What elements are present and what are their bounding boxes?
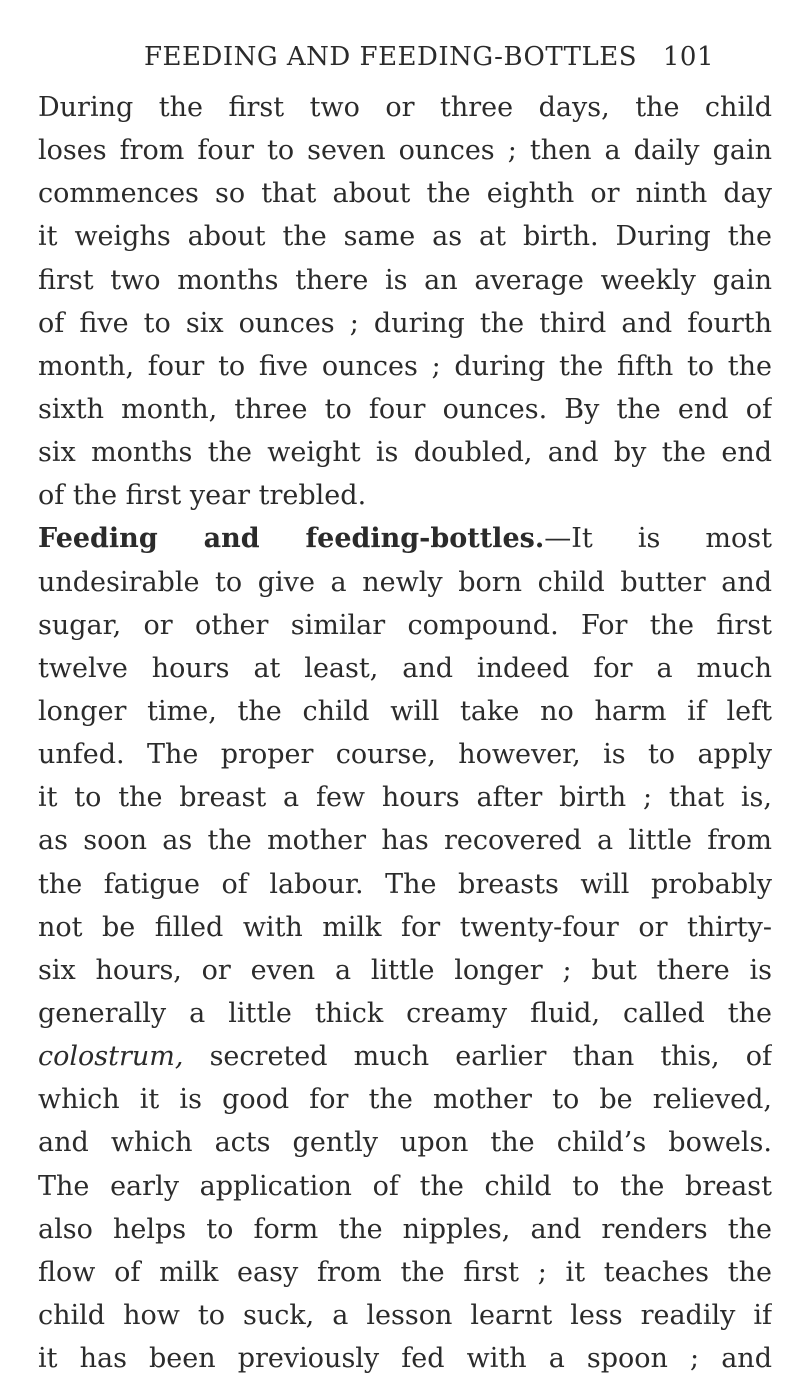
section-heading: Feeding and feeding-bottles. bbox=[38, 523, 545, 555]
text-line: which it is good for the mother to be relieved, bbox=[38, 1084, 772, 1116]
text-line: as soon as the mother has recovered a little from bbox=[38, 825, 772, 857]
text-line: generally a little thick creamy fluid, called the bbox=[38, 997, 772, 1029]
text-line: During the first two or three days, the child bbox=[38, 92, 772, 123]
text-line: longer time, the child will take no harm if left bbox=[38, 695, 772, 727]
text-line: six hours, or even a little longer ; but there is bbox=[38, 954, 772, 986]
text-line: the fatigue of labour. The breasts will probably bbox=[38, 868, 772, 900]
text-line: also helps to form the nipples, and renders the bbox=[38, 1213, 772, 1245]
text-line: and which acts gently upon the child’s bowels. bbox=[38, 1127, 772, 1159]
text-line: month, four to five ounces ; during the fifth to the bbox=[38, 350, 772, 382]
text-line: it weighs about the same as at birth. During the bbox=[38, 221, 772, 253]
text-line: twelve hours at least, and indeed for a much bbox=[38, 652, 772, 684]
colostrum-line bbox=[38, 1035, 772, 1078]
text-line: loses from four to seven ounces ; then a daily gain bbox=[38, 135, 772, 167]
text-line: sugar, or other similar compound. For the first bbox=[38, 609, 772, 641]
text-line: not be filled with milk for twenty-four or thirty- bbox=[38, 911, 772, 943]
text-line: of the first year trebled. bbox=[38, 480, 367, 512]
text-line: it to the breast a few hours after birth ; that is, bbox=[38, 782, 772, 814]
text-line: it has been previously fed with a spoon ; and bbox=[38, 1343, 772, 1375]
section-heading-continuation: —It is most bbox=[544, 523, 772, 555]
text-line: sixth month, three to four ounces. By the end of bbox=[38, 393, 772, 425]
running-head bbox=[120, 42, 720, 82]
text-line: undesirable to give a newly born child butter and bbox=[38, 566, 772, 598]
text-line: first two months there is an average weekly gain bbox=[38, 264, 772, 296]
text-line: six months the weight is doubled, and by the end bbox=[38, 437, 772, 469]
running-head-title: FEEDING AND FEEDING-BOTTLES bbox=[144, 42, 638, 72]
italic-term: colostrum, bbox=[38, 1041, 184, 1073]
text-line: flow of milk easy from the first ; it teaches the bbox=[38, 1256, 772, 1288]
body-text bbox=[38, 86, 772, 1380]
page-number: 101 bbox=[662, 42, 714, 72]
text-line: commences so that about the eighth or ninth day bbox=[38, 178, 772, 210]
text-line: The early application of the child to the breast bbox=[38, 1170, 772, 1202]
text-line: of five to six ounces ; during the third and fourth bbox=[38, 307, 772, 339]
text-line: child how to suck, a lesson learnt less readily if bbox=[38, 1299, 772, 1331]
colostrum-line-rest: secreted much earlier than this, of bbox=[183, 1041, 772, 1073]
section-heading-line bbox=[38, 517, 772, 560]
text-line: unfed. The proper course, however, is to apply bbox=[38, 739, 772, 771]
